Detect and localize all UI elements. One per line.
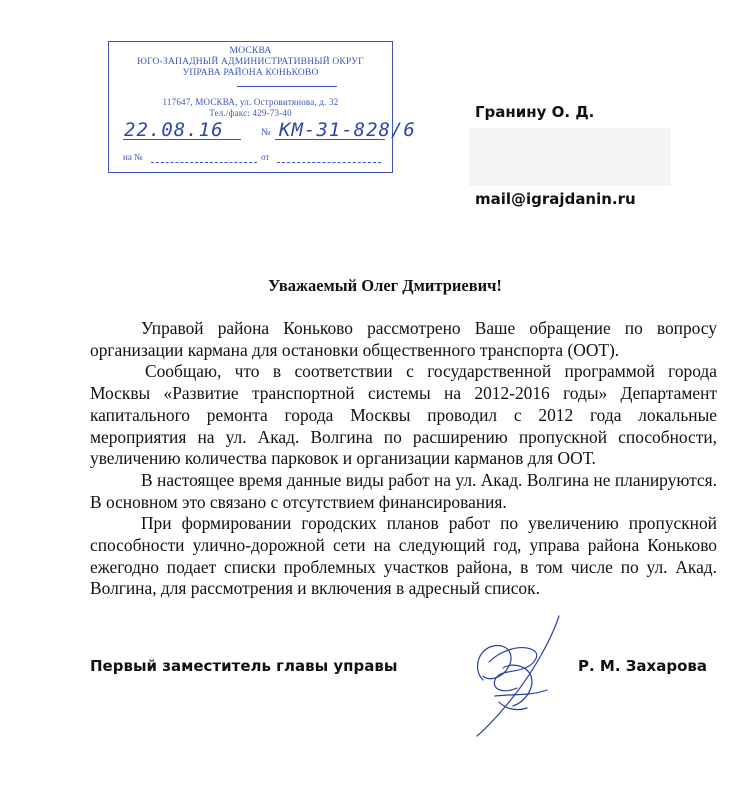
stamp-city: МОСКВА xyxy=(229,46,272,56)
stamp-ref-date-label: от xyxy=(261,152,270,162)
body-paragraph-2: Сообщаю, что в соответствии с государственной программой города Москвы «Развитие транспортной системы на 2012-2016 годы» Департамент капитального ремонта города Москвы проводил с 2012 года локальные мероприятия на ул. Акад. Волгина по расширению пропускной способности, увеличению количества парковок и организации карманов для ООТ. xyxy=(90,361,717,469)
stamp-authority: УПРАВА РАЙОНА КОНЬКОВО xyxy=(182,68,319,78)
redacted-area xyxy=(469,128,671,186)
stamp-address: 117647, МОСКВА, ул. Островитянова, д. 32 xyxy=(162,97,339,107)
addressee-name: Гранину О. Д. xyxy=(475,103,595,121)
addressee-email: mail@igrajdanin.ru xyxy=(475,190,636,208)
letter-body xyxy=(90,318,717,600)
stamp-handwritten-number: КМ-31-828/6 xyxy=(279,119,416,141)
stamp-ref-number-line xyxy=(151,162,257,163)
body-paragraph-3: В настоящее время данные виды работ на ул. Акад. Волгина не планируются. В основном это связано с отсутствием финансирования. xyxy=(90,469,717,512)
stamp-date-underline xyxy=(123,139,241,140)
official-stamp xyxy=(108,41,416,173)
greeting: Уважаемый Олег Дмитриевич! xyxy=(268,276,502,295)
stamp-ref-number-label: на № xyxy=(123,152,143,162)
handwritten-signature xyxy=(455,610,580,740)
signatory-name: Р. М. Захарова xyxy=(578,657,707,675)
signatory-title: Первый заместитель главы управы xyxy=(90,657,398,675)
stamp-phone: Тел./факс: 429-73-40 xyxy=(209,108,292,118)
stamp-ref-date-line xyxy=(277,162,381,163)
body-paragraph-4: При формировании городских планов работ по увеличению пропускной способности улично-дорожной сети на следующий год, управа района Коньково ежегодно подает списки проблемных участков района, в том числе по ул. Акад. Волгина, для рассмотрения и включения в адресный список. xyxy=(90,513,717,599)
stamp-number-sign: № xyxy=(261,127,271,138)
body-paragraph-1: Управой района Коньково рассмотрено Ваше обращение по вопросу организации кармана для остановки общественного транспорта (ООТ). xyxy=(90,318,717,360)
stamp-number-underline xyxy=(275,139,385,140)
stamp-divider xyxy=(237,86,337,87)
stamp-handwritten-date: 22.08.16 xyxy=(124,119,224,141)
stamp-district: ЮГО-ЗАПАДНЫЙ АДМИНИСТРАТИВНЫЙ ОКРУГ xyxy=(137,57,364,67)
